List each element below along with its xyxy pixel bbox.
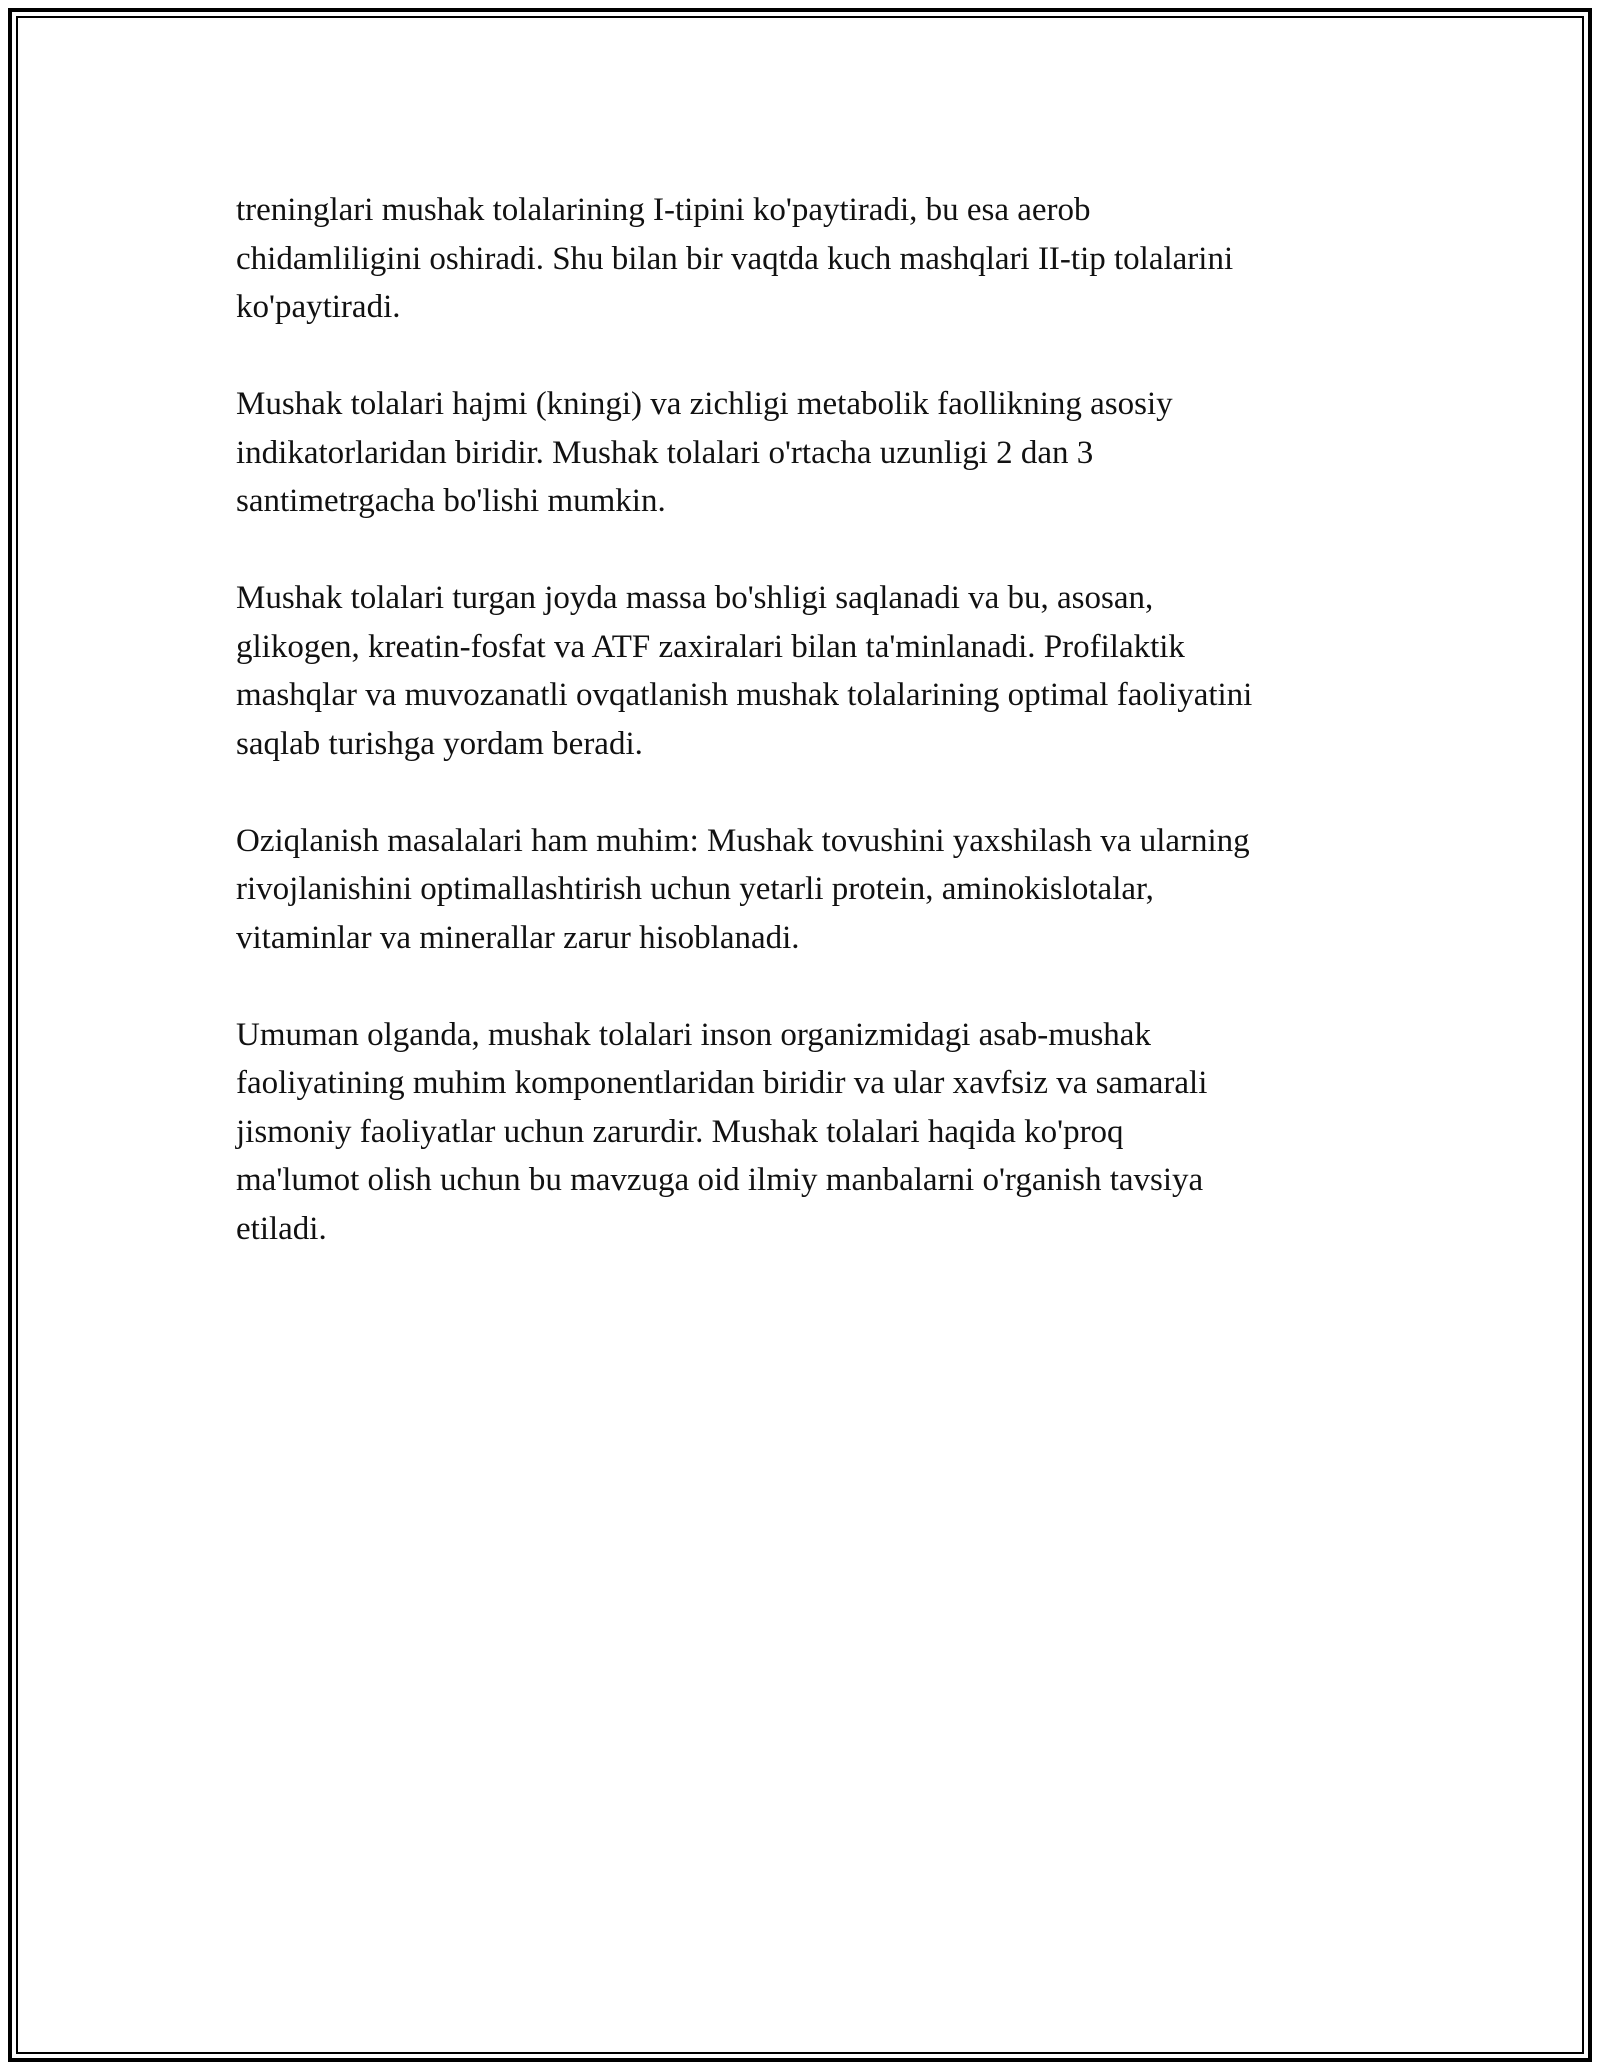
paragraph-4: Oziqlanish masalalari ham muhim: Mushak tovushini yaxshilash va ularning rivojlanishini optimallashtirish uchun yetarli protein, aminokislotalar, vitaminlar va minerallar zarur hisoblanadi. xyxy=(236,822,1250,956)
paragraph-5: Umuman olganda, mushak tolalari inson organizmidagi asab-mushak faoliyatining muhim komponentlaridan biridir va ular xavfsiz va samarali jismoniy faoliyatlar uchun zarurdir. Mushak tolalari haqida ko'proq ma'lumot olish uchun bu mavzuga oid ilmiy manbalarni o'rganish tavsiya etiladi. xyxy=(236,1016,1208,1247)
paragraph-3: Mushak tolalari turgan joyda massa bo'shligi saqlanadi va bu, asosan, glikogen, kreatin-fosfat va ATF zaxiralari bilan ta'minlanadi. Profilaktik mashqlar va muvozanatli ovqatlanish mushak tolalarining optimal faoliyatini saqlab turishga yordam beradi. xyxy=(236,580,1253,762)
document-body xyxy=(236,186,1396,1302)
paragraph-1: treninglari mushak tolalarining I-tipini ko'paytiradi, bu esa aerob chidamliligini oshiradi. Shu bilan bir vaqtda kuch mashqlari II-tip tolalarini ko'paytiradi. xyxy=(236,192,1234,325)
paragraph-2: Mushak tolalari hajmi (kningi) va zichligi metabolik faollikning asosiy indikatorlaridan biridir. Mushak tolalari o'rtacha uzunligi 2 dan 3 santimetrgacha bo'lishi mumkin. xyxy=(236,386,1173,519)
